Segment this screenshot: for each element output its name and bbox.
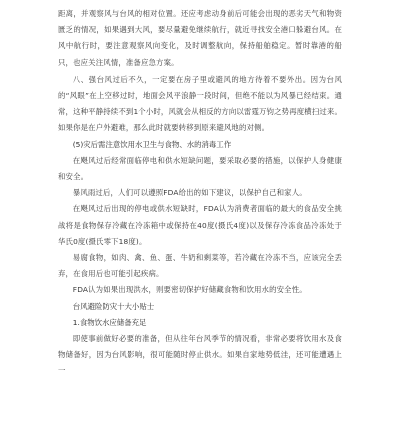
paragraph: 八、强台风过后不久，一定要在房子里或避风的地方待着不要外出。因为台风的“风眼”在上空移过时，地面会风平浪静一段时间，但绝不能以为风暴已经结束。通常，这种平静持续不到1个小时，风就会从相反的方向以雷霆万钧之势再度横扫过来。如果你是在户外避难，那么此时就要转移到原来避风地的对侧。 <box>58 74 342 133</box>
paragraph: 暴风雨过后，人们可以遵照FDA给出的如下建议，以保护自己和家人。 <box>72 188 307 198</box>
paragraph: 即使事前做好必要的准备，但从往年台风季节的情况看，非常必要将饮用水及食物储备好，因为台风影响，很可能随时停止供水。如果自家地势低洼，还可能遭遇上一 <box>58 334 342 376</box>
paragraph: 在飓风过后经常面临停电和供水短缺问题，要采取必要的措施，以保护人身健康和安全。 <box>58 155 342 182</box>
paragraph: 在飓风过后出现的停电或供水短缺时，FDA认为消费者面临的最大的食品安全挑战将是食物保存冷藏在冷冻箱中或保持在40度(摄氏4度)以及保存冷冻食品冷冻处于华氏0度(摄氏零下18度)。 <box>58 204 342 246</box>
section-heading: (5)灾后需注意饮用水卫生与食物、水的消毒工作 <box>72 139 232 149</box>
subsection-heading: 1.食物饮水应储备充足 <box>72 317 147 327</box>
section-heading: 台风避险防灾十大小贴士 <box>72 301 155 311</box>
paragraph: 易腐食物，如肉、禽、鱼、蛋、牛奶和剩菜等，若冷藏在冷冻不当，应该完全丢弃，在食用后也可能引起疾病。 <box>58 253 342 279</box>
paragraph: FDA认为如果出现洪水，则要密切保护好储藏食物和饮用水的安全性。 <box>72 285 307 295</box>
paragraph: 距离，并观察风与台风的相对位置。还应考虑动身前后可能会出现的恶劣天气和物资匮乏的情况，如果遇到大风，要尽量避免继续航行，就近寻找安全港口躲避台风。在风中航行时，要注意观察风向变化，及时调整航向，保持船舶稳定。暂时靠港的船只，也应关注风情，准备应急方案。 <box>58 9 342 67</box>
